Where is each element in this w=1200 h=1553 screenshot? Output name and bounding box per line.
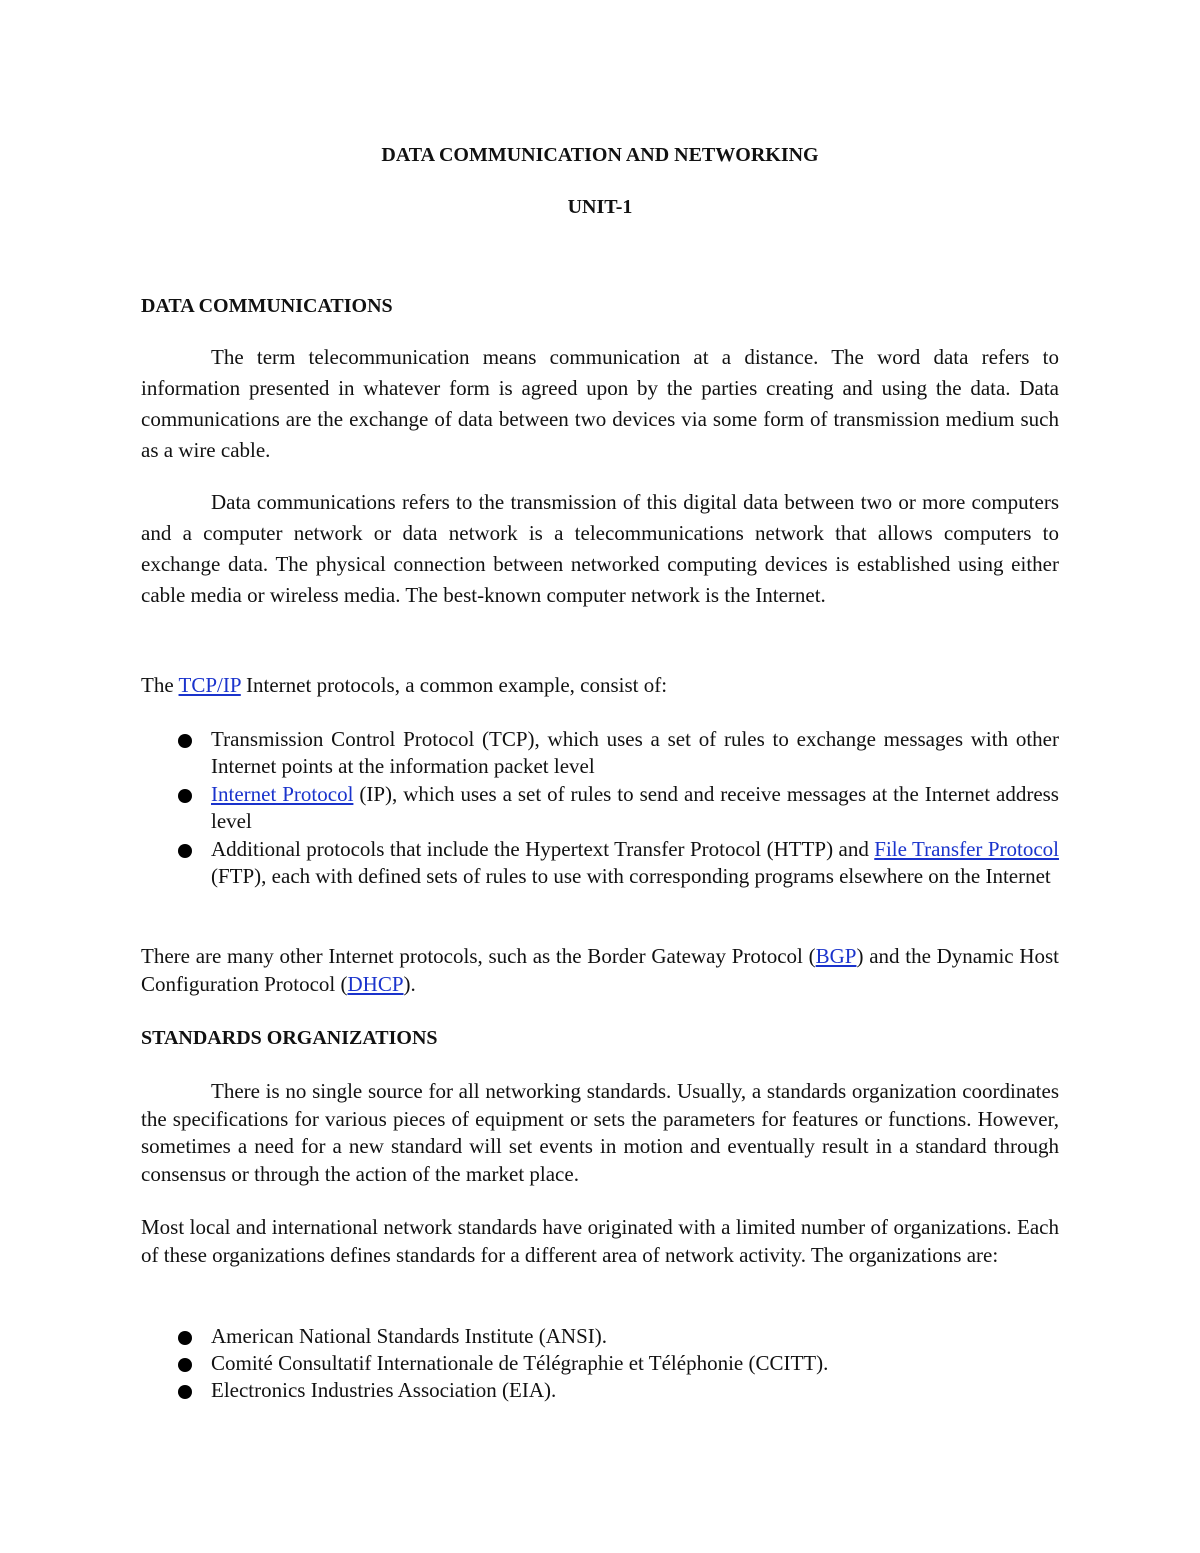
paragraph-other-protocols: [141, 943, 1059, 998]
text-segment: The: [141, 673, 179, 697]
file-transfer-protocol-link[interactable]: File Transfer Protocol: [874, 837, 1059, 861]
text-segment: ) and the Dynamic Host Configuration Protocol (: [141, 944, 1060, 996]
paragraph-networking-standards: There is no single source for all networking standards. Usually, a standards organization coordinates the specifications for various pieces of equipment or sets the parameters for features or functions. However, sometimes a need for a new standard will set events in motion and eventually result in a standard through consensus or through the action of the market place.: [141, 1079, 1059, 1186]
bullet-icon: [178, 1331, 192, 1345]
list-item-text: Electronics Industries Association (EIA).: [211, 1378, 557, 1402]
list-item: [141, 726, 1059, 780]
list-item: [141, 836, 1059, 890]
list-item-text: (FTP), each with defined sets of rules to use with corresponding programs elsewhere on the Internet: [211, 864, 1051, 888]
paragraph-tcp-ip-intro: [141, 670, 1059, 701]
internet-protocol-link[interactable]: Internet Protocol: [211, 782, 354, 806]
list-item-text: American National Standards Institute (ANSI).: [211, 1324, 607, 1348]
list-item: [141, 781, 1059, 835]
bullet-icon: [178, 1358, 192, 1372]
paragraph-telecommunication: The term telecommunication means communication at a distance. The word data refers to information presented in whatever form is agreed upon by the parties creating and using the data. Data communications are the exchange of data between two devices via some form of transmission medium such as a wire cable.: [141, 345, 1059, 462]
document-title: DATA COMMUNICATION AND NETWORKING: [381, 144, 819, 166]
text-segment: Internet protocols, a common example, consist of:: [240, 673, 668, 697]
list-item-text: Transmission Control Protocol (TCP), which uses a set of rules to exchange messages with other Internet points at the information packet level: [211, 727, 1059, 778]
section-heading-data-communications: DATA COMMUNICATIONS: [141, 295, 393, 317]
text-segment: There are many other Internet protocols, such as the Border Gateway Protocol (: [141, 944, 816, 968]
list-item-text: Additional protocols that include the Hypertext Transfer Protocol (HTTP) and: [211, 837, 875, 861]
document-page: [141, 0, 1059, 1553]
tcp-ip-link[interactable]: TCP/IP: [178, 673, 241, 697]
organizations-list: [141, 1323, 1059, 1404]
bullet-icon: [178, 844, 192, 858]
text-segment: ).: [403, 971, 416, 996]
bullet-icon: [178, 734, 192, 748]
unit-label: UNIT-1: [567, 196, 633, 218]
protocol-list: [141, 726, 1059, 890]
list-item-text: (IP), which uses a set of rules to send and receive messages at the Internet address level: [211, 782, 1059, 833]
bgp-link[interactable]: BGP: [815, 944, 857, 968]
section-heading-standards-organizations: STANDARDS ORGANIZATIONS: [141, 1027, 438, 1049]
list-item: [141, 1377, 1059, 1404]
paragraph-data-communications: Data communications refers to the transmission of this digital data between two or more computers and a computer network or data network is a telecommunications network that allows computers to exchange data. The physical connection between networked computing devices is established using either cable media or wireless media. The best-known computer network is the Internet.: [141, 490, 1059, 607]
dhcp-link[interactable]: DHCP: [347, 971, 404, 996]
bullet-icon: [178, 1385, 192, 1399]
bullet-icon: [178, 789, 192, 803]
list-item: [141, 1323, 1059, 1350]
list-item-text: Comité Consultatif Internationale de Télégraphie et Téléphonie (CCITT).: [211, 1351, 829, 1375]
paragraph-organizations-intro: Most local and international network standards have originated with a limited number of organizations. Each of these organizations defines standards for a different area of network activity. The organizations are:: [141, 1215, 1059, 1267]
list-item: [141, 1350, 1059, 1377]
